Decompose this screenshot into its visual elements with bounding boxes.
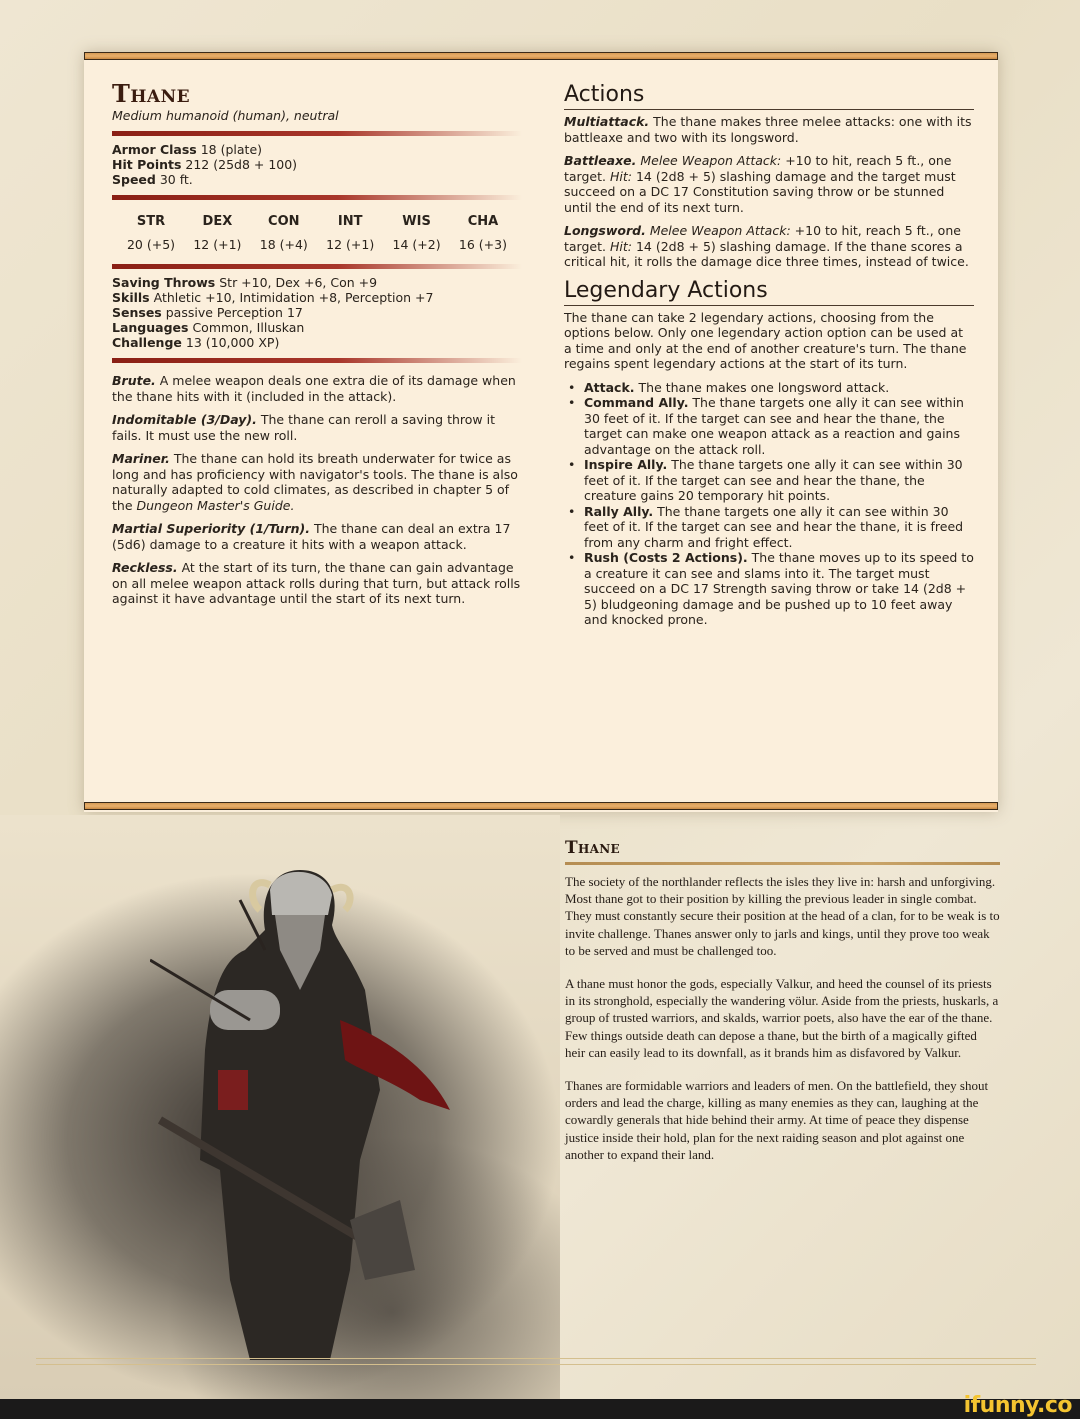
ability-str: [118, 214, 184, 252]
hit-text: 14 (2d8 + 5) slashing damage and the target must succeed on a DC 17 Constitution saving throw or be stunned until the end of its next turn.: [564, 168, 956, 215]
armor-class-label: Armor Class: [112, 142, 197, 157]
legendary-action-attack: [564, 380, 974, 396]
trait-text: The thane can hold its breath underwater for twice as long and has proficiency with navigator's tools. The thane is also naturally adapted to cold climates, as described in chapter 5 of the: [112, 451, 518, 513]
legendary-action-rush: [564, 550, 974, 628]
ability-name: INT: [337, 214, 363, 229]
armor-class-value: 18 (plate): [200, 142, 263, 157]
warrior-illustration: [0, 815, 560, 1400]
languages-value: Common, Illuskan: [192, 320, 305, 335]
lore-paragraph: Thanes are formidable warriors and leaders of men. On the battlefield, they shout orders and lead the charge, killing as many enemies as they can, laughing at the cowardly generals that hide behind their army. At time of peace they dispense justice inside their hold, plan for the next raiding season and plot against one another to expand their land.: [565, 1078, 989, 1162]
legendary-action-name: Inspire Ally.: [584, 457, 668, 472]
book-reference: Dungeon Master's Guide.: [136, 497, 295, 513]
lore-title: Thane: [565, 838, 620, 858]
trait-text: The thane can reroll a saving throw it fails. It must use the new roll.: [112, 412, 495, 443]
legendary-action-text: The thane moves up to its speed to a creature it can see and slams into it. The target must succeed on a DC 17 Strength saving throw or take 14 (2d8 + 5) bludgeoning damage and be pushed up to 10 feet away and knocked prone.: [584, 550, 974, 627]
legendary-action-name: Command Ally.: [584, 395, 689, 410]
skills-label: Skills: [112, 290, 150, 305]
legendary-action-text: The thane targets one ally it can see within 30 feet of it. If the target can see and hear the thane, it is freed from any charm and fright effect.: [584, 503, 964, 550]
action-name: Battleaxe.: [564, 153, 637, 168]
ability-dex: [184, 214, 250, 252]
watermark-bar: [0, 1393, 1080, 1419]
attack-type: Melee Weapon Attack:: [649, 223, 791, 238]
ability-scores: [112, 206, 522, 256]
ability-name: STR: [136, 214, 166, 229]
trait-mariner: [112, 451, 522, 513]
challenge-label: Challenge: [112, 335, 182, 350]
hit-label: Hit:: [609, 168, 632, 184]
action-multiattack: [564, 114, 974, 145]
trait-brute: [112, 373, 522, 404]
tapered-rule: [112, 131, 522, 136]
legendary-action-command-ally: [564, 395, 974, 457]
attack-type: Melee Weapon Attack:: [640, 153, 782, 168]
trait-reckless: [112, 560, 522, 607]
lore-paragraph: The society of the northlander reflects the isles they live in: harsh and unforgiving. Most thane got to their position by killing the previous leader in single combat. They must constantly secure their position at the head of a clan, for to be weak is to invite challenge. Thanes answer only to jarls and kings, until they prove too weak to be served and must be challenged too.: [565, 874, 1000, 958]
ability-wis: [384, 214, 450, 252]
saving-throws-value: Str +10, Dex +6, Con +9: [219, 275, 378, 290]
saving-throws: [112, 275, 522, 290]
challenge: [112, 335, 522, 350]
trait-name: Mariner.: [112, 451, 170, 466]
senses: [112, 305, 522, 320]
senses-label: Senses: [112, 305, 162, 320]
monster-name: Thane: [112, 79, 191, 108]
lore-paragraph: A thane must honor the gods, especially Valkur, and heed the counsel of its priests in its stronghold, especially the wandering völur. Aside from the priests, huskarls, a group of trusted warriors, and skalds, warrior poets, also have the ear of the thane. Few things outside death can depose a thane, but the birth of a magically gifted heir can easily lead to its downfall, as it brands him as disfavored by Valkur.: [565, 976, 999, 1060]
hit-points: [112, 157, 522, 172]
legendary-action-text: The thane targets one ally it can see within 30 feet of it. If the target can see and hear the thane, the creature gains 20 temporary hit points.: [584, 457, 963, 503]
legendary-action-inspire-ally: [564, 457, 974, 504]
lore-section: [565, 838, 1000, 1179]
speed-label: Speed: [112, 172, 156, 187]
legendary-action-text: The thane targets one ally it can see within 30 feet of it. If the target can see and hear the thane, the target can make one weapon attack as a reaction and gains advantage on the attack roll.: [584, 395, 964, 457]
hit-label: Hit:: [609, 238, 632, 254]
trait-indomitable: [112, 412, 522, 443]
legendary-action-name: Attack.: [584, 379, 635, 395]
speed-value: 30 ft.: [159, 172, 193, 187]
skills: [112, 290, 522, 305]
attack-stats: +10 to hit, reach 5 ft., one target.: [564, 153, 952, 184]
legendary-intro: The thane can take 2 legendary actions, choosing from the options below. Only one legendary action option can be used at a time and only at the end of another creature's turn. The thane regains spent legendary actions at the start of its turn.: [564, 309, 967, 371]
action-name: Multiattack.: [564, 114, 650, 129]
ability-cha: [450, 214, 516, 252]
stat-block: [84, 52, 998, 812]
skills-value: Athletic +10, Intimidation +8, Perception +7: [153, 290, 434, 305]
legendary-action-name: Rally Ally.: [584, 503, 654, 519]
warrior-figure-icon: [150, 840, 450, 1360]
trait-martial-superiority: [112, 521, 522, 552]
tapered-rule: [112, 195, 522, 200]
hit-points-label: Hit Points: [112, 157, 182, 172]
action-name: Longsword.: [564, 223, 646, 238]
ability-int: [317, 214, 383, 252]
bottom-orange-bar: [84, 802, 998, 810]
ability-value: 12 (+1): [326, 237, 375, 252]
languages: [112, 320, 522, 335]
trait-name: Martial Superiority (1/Turn).: [112, 521, 310, 536]
ability-con: [251, 214, 317, 252]
legendary-action-text: The thane makes one longsword attack.: [638, 379, 890, 395]
ability-value: 16 (+3): [458, 237, 507, 252]
legendary-actions-heading: Legendary Actions: [564, 278, 974, 306]
trait-text: The thane can deal an extra 17 (5d6) damage to a creature it hits with a weapon attack.: [112, 521, 511, 552]
top-orange-bar: [84, 52, 998, 60]
stat-block-right-column: [564, 82, 974, 628]
trait-name: Indomitable (3/Day).: [112, 412, 257, 427]
legendary-actions-list: [564, 380, 974, 628]
trait-text: At the start of its turn, the thane can gain advantage on all melee weapon attack rolls during that turn, but attack rolls against it have advantage until the start of its next turn.: [112, 560, 521, 606]
challenge-value: 13 (10,000 XP): [185, 335, 280, 350]
legendary-action-rally-ally: [564, 504, 974, 551]
armor-class: [112, 142, 522, 157]
trait-name: Brute.: [112, 373, 156, 388]
actions-heading: Actions: [564, 82, 974, 110]
lore-title-rule: [565, 862, 1000, 865]
senses-value: passive Perception 17: [165, 305, 303, 320]
ability-value: 20 (+5): [126, 237, 176, 252]
tapered-rule: [112, 358, 522, 363]
action-text: The thane makes three melee attacks: one with its battleaxe and two with its longsword.: [564, 114, 972, 145]
legendary-action-name: Rush (Costs 2 Actions).: [584, 550, 748, 565]
ifunny-watermark: ifunny.co: [963, 1393, 1072, 1418]
trait-text: A melee weapon deals one extra die of its damage when the thane hits with it (included in the attack).: [112, 373, 516, 404]
ability-name: WIS: [402, 214, 431, 229]
ability-value: 12 (+1): [193, 237, 242, 252]
stat-block-left-column: [112, 79, 522, 615]
monster-type: Medium humanoid (human), neutral: [112, 108, 339, 123]
hit-text: 14 (2d8 + 5) slashing damage. If the thane scores a critical hit, it rolls the damage dice three times, instead of twice.: [564, 238, 969, 269]
ability-name: DEX: [202, 214, 233, 229]
ability-name: CON: [268, 214, 300, 229]
action-longsword: [564, 223, 974, 270]
saving-throws-label: Saving Throws: [112, 275, 216, 290]
attack-stats: +10 to hit, reach 5 ft., one target.: [564, 223, 961, 254]
hit-points-value: 212 (25d8 + 100): [185, 157, 298, 172]
trait-name: Reckless.: [112, 560, 178, 575]
languages-label: Languages: [112, 320, 189, 335]
ability-value: 18 (+4): [259, 237, 308, 252]
action-battleaxe: [564, 153, 974, 215]
ability-value: 14 (+2): [392, 237, 441, 252]
tapered-rule: [112, 264, 522, 269]
speed: [112, 172, 522, 187]
ability-name: CHA: [467, 214, 499, 229]
footer-gold-rule: [36, 1358, 1036, 1365]
